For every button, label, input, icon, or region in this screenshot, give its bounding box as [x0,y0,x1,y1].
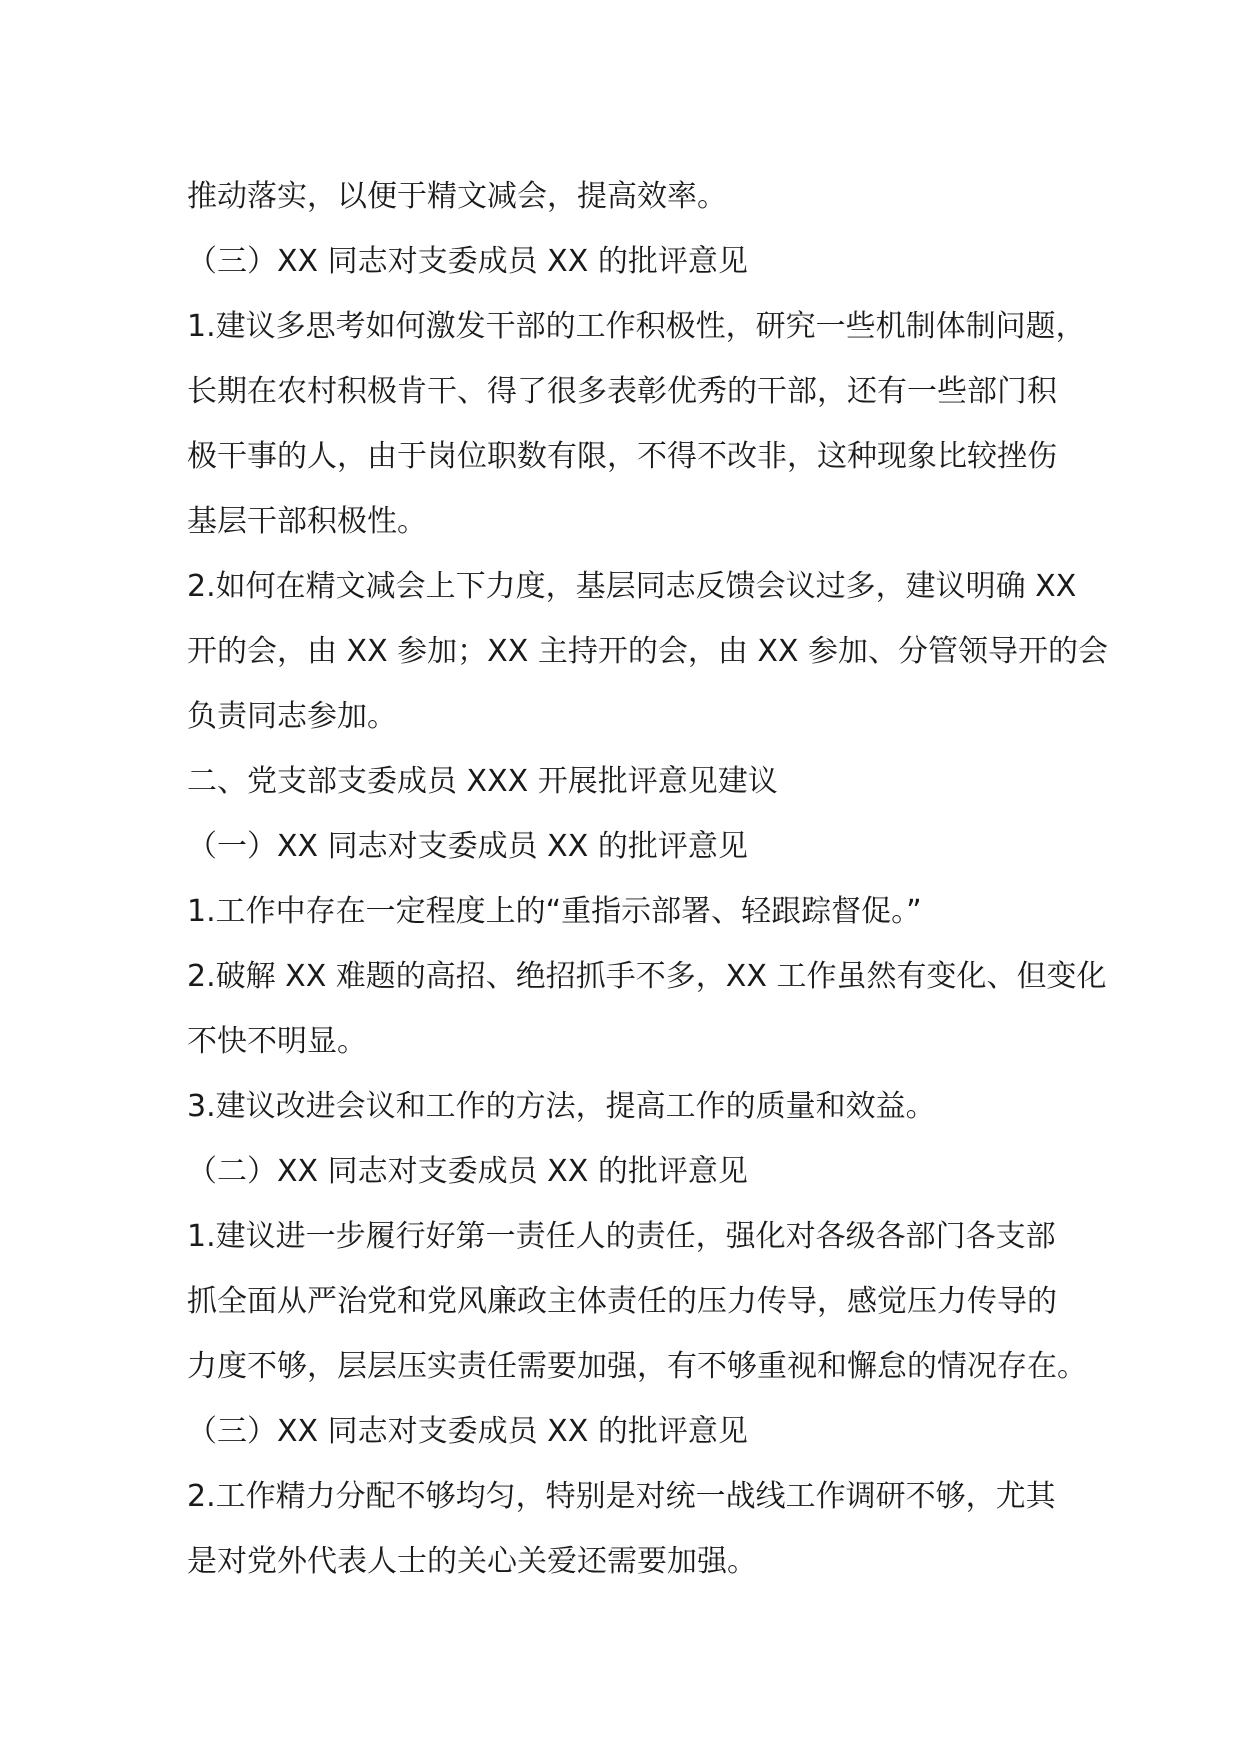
document-body [187,164,1108,1594]
list-item-line: 力度不够，层层压实责任需要加强，有不够重视和懈怠的情况存在。 [187,1349,1087,1384]
subsection-heading-1: （一）XX 同志对支委成员 XX 的批评意见 [187,829,748,864]
paragraph-continuation-line: 推动落实，以便于精文减会，提高效率。 [187,179,727,214]
subsection-heading-3b: （三）XX 同志对支委成员 XX 的批评意见 [187,1414,748,1449]
list-item-line: 抓全面从严治党和党风廉政主体责任的压力传导，感觉压力传导的 [187,1284,1057,1319]
list-item-line: 2.破解 XX 难题的高招、绝招抓手不多，XX 工作虽然有变化、但变化 [187,959,1107,994]
subsection-heading-3: （三）XX 同志对支委成员 XX 的批评意见 [187,244,748,279]
list-item-line: 开的会，由 XX 参加；XX 主持开的会，由 XX 参加、分管领导开的会 [187,634,1108,669]
list-item-line: 长期在农村积极肯干、得了很多表彰优秀的干部，还有一些部门积 [187,374,1057,409]
list-item-line: 2.工作精力分配不够均匀，特别是对统一战线工作调研不够，尤其 [187,1479,1056,1514]
list-item-line: 是对党外代表人士的关心关爱还需要加强。 [187,1544,757,1579]
list-item-line: 3.建议改进会议和工作的方法，提高工作的质量和效益。 [187,1089,936,1124]
subsection-heading-2: （二）XX 同志对支委成员 XX 的批评意见 [187,1154,748,1189]
list-item-line: 1.建议多思考如何激发干部的工作积极性，研究一些机制体制问题， [187,309,1086,344]
section-heading-2: 二、党支部支委成员 XXX 开展批评意见建议 [187,764,778,799]
list-item-line: 2.如何在精文减会上下力度，基层同志反馈会议过多，建议明确 XX [187,569,1077,604]
list-item-line: 1.工作中存在一定程度上的“重指示部署、轻跟踪督促。” [187,894,922,929]
list-item-line: 极干事的人，由于岗位职数有限，不得不改非，这种现象比较挫伤 [187,439,1057,474]
list-item-line: 1.建议进一步履行好第一责任人的责任，强化对各级各部门各支部 [187,1219,1056,1254]
list-item-line: 不快不明显。 [187,1024,367,1059]
list-item-line: 基层干部积极性。 [187,504,427,539]
list-item-line: 负责同志参加。 [187,699,397,734]
